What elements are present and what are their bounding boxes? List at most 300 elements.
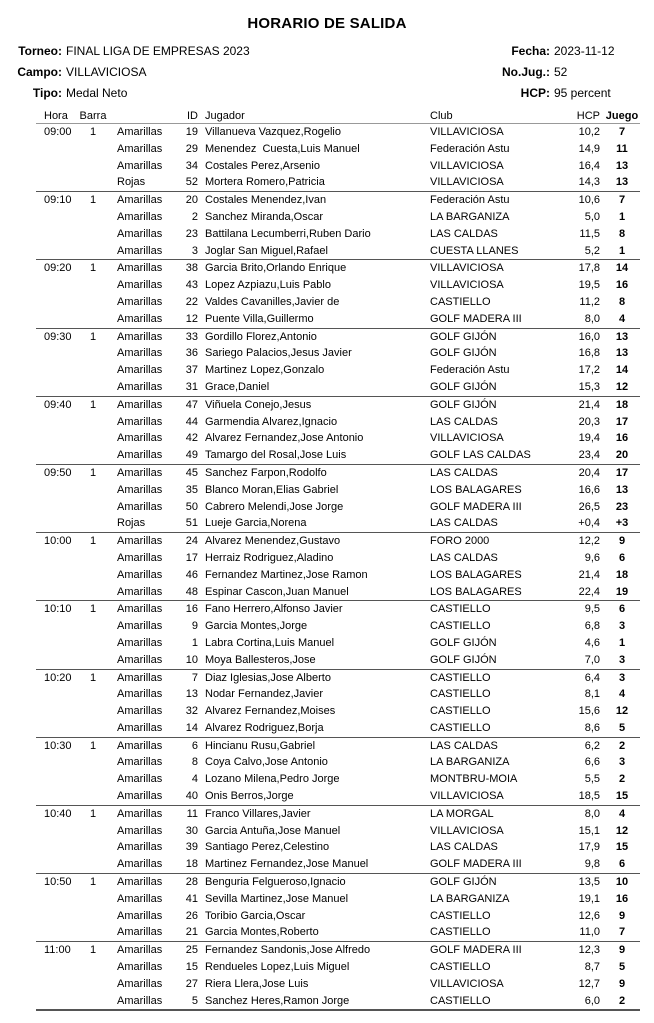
cell-barra: 1 [89, 262, 97, 275]
cell-hcp: 13,5 [578, 876, 600, 889]
cell-juego: 1 [618, 210, 626, 223]
cell-id: 3 [191, 244, 198, 257]
cell-jugador: Costales Menendez,Ivan [205, 194, 327, 207]
cell-jugador: Alvarez Fernandez,Moises [205, 705, 336, 718]
cell-hcp: 18,5 [578, 790, 600, 803]
cell-juego: 12 [615, 705, 629, 718]
header-id: ID [187, 110, 198, 122]
cell-id: 20 [185, 194, 198, 207]
cell-hcp: 17,9 [578, 841, 600, 854]
cell-hora: 09:20 [44, 262, 72, 275]
table-row [36, 601, 640, 618]
header-juego: Juego [605, 110, 639, 122]
cell-hora: 09:00 [44, 126, 72, 138]
cell-hcp: 6,0 [584, 994, 600, 1007]
cell-club: GOLF GIJÓN [430, 876, 497, 889]
table-row [36, 754, 640, 771]
cell-club: VILLAVICIOSA [430, 279, 504, 292]
cell-color: Amarillas [117, 671, 163, 684]
cell-jugador: Sanchez Heres,Ramon Jorge [205, 994, 350, 1007]
table-row [36, 738, 640, 755]
cell-hcp: 12,3 [578, 944, 600, 957]
cell-id: 5 [191, 994, 198, 1007]
cell-club: LAS CALDAS [430, 466, 498, 479]
cell-juego: 3 [618, 756, 626, 769]
cell-hcp: 8,0 [584, 807, 600, 820]
header-barra: Barra [79, 110, 107, 122]
cell-club: GOLF MADERA III [430, 500, 522, 513]
table-row [36, 345, 640, 362]
cell-hora: 10:00 [44, 535, 72, 548]
campo-label: Campo: [17, 65, 62, 79]
cell-id: 10 [185, 653, 198, 666]
cell-hcp: 12,7 [578, 977, 600, 990]
cell-barra: 1 [89, 535, 97, 548]
cell-jugador: Battilana Lecumberri,Ruben Dario [205, 227, 371, 240]
cell-jugador: Martinez Lopez,Gonzalo [205, 364, 325, 377]
cell-id: 46 [185, 568, 198, 581]
cell-jugador: Gordillo Florez,Antonio [205, 330, 317, 343]
cell-color: Amarillas [117, 892, 163, 905]
cell-hcp: 11,0 [579, 926, 600, 939]
cell-club: VILLAVICIOSA [430, 176, 504, 189]
tee-time-group [36, 259, 640, 327]
cell-color: Amarillas [117, 466, 163, 479]
table-row [36, 839, 640, 856]
cell-juego: 3 [618, 620, 626, 633]
cell-jugador: Sanchez Miranda,Oscar [205, 210, 323, 223]
cell-barra: 1 [89, 398, 97, 411]
cell-club: CASTIELLO [430, 620, 491, 633]
table-row [36, 192, 640, 209]
cell-color: Amarillas [117, 535, 163, 548]
cell-hcp: 16,0 [578, 330, 600, 343]
tee-time-group [36, 737, 640, 805]
nojug-label: No.Jug.: [502, 65, 550, 79]
cell-color: Amarillas [117, 756, 163, 769]
cell-juego: 18 [615, 398, 629, 411]
cell-color: Amarillas [117, 210, 163, 223]
cell-color: Rojas [117, 176, 146, 189]
tee-time-group [36, 669, 640, 737]
tee-time-group [36, 396, 640, 464]
table-row [36, 158, 640, 175]
cell-id: 9 [191, 620, 198, 633]
hcp-value: 95 percent [554, 86, 611, 100]
cell-juego: 15 [615, 841, 629, 854]
cell-juego: 11 [616, 142, 628, 155]
cell-id: 42 [185, 432, 198, 445]
cell-club: VILLAVICIOSA [430, 790, 504, 803]
cell-jugador: Garcia Brito,Orlando Enrique [205, 262, 347, 275]
tee-time-group [36, 464, 640, 532]
cell-hcp: 9,5 [584, 603, 600, 616]
cell-club: CASTIELLO [430, 994, 491, 1007]
cell-club: CASTIELLO [430, 688, 491, 701]
cell-jugador: Viñuela Conejo,Jesus [205, 398, 312, 411]
cell-juego: 17 [615, 415, 629, 428]
cell-juego: 3 [618, 671, 626, 684]
cell-id: 14 [185, 721, 198, 734]
cell-id: 34 [185, 159, 198, 172]
cell-id: 30 [185, 824, 198, 837]
cell-club: LA BARGANIZA [430, 210, 510, 223]
cell-club: LAS CALDAS [430, 551, 498, 564]
table-row [36, 806, 640, 823]
cell-hcp: 20,4 [578, 466, 600, 479]
table-row [36, 670, 640, 687]
cell-hcp: 26,5 [578, 500, 600, 513]
table-row [36, 499, 640, 516]
header-hora: Hora [44, 110, 68, 122]
cell-color: Amarillas [117, 194, 163, 207]
cell-id: 2 [191, 210, 198, 223]
tee-time-group [36, 873, 640, 941]
cell-juego: 19 [615, 585, 629, 598]
tipo-value: Medal Neto [66, 86, 128, 100]
cell-hcp: 15,3 [578, 380, 600, 393]
cell-hcp: 4,6 [584, 636, 600, 649]
cell-club: Federación Astu [430, 194, 510, 207]
cell-jugador: Sanchez Farpon,Rodolfo [205, 466, 327, 479]
cell-club: GOLF MADERA III [430, 312, 522, 325]
table-row [36, 430, 640, 447]
table-row [36, 515, 640, 532]
cell-jugador: Blanco Moran,Elias Gabriel [205, 483, 339, 496]
table-row [36, 703, 640, 720]
cell-id: 18 [185, 858, 198, 871]
cell-jugador: Cabrero Melendi,Jose Jorge [205, 500, 344, 513]
cell-hcp: 16,8 [578, 347, 600, 360]
tee-time-group [36, 191, 640, 259]
cell-hcp: 15,1 [578, 824, 600, 837]
cell-juego: 13 [615, 483, 629, 496]
cell-jugador: Alvarez Rodriguez,Borja [205, 721, 324, 734]
cell-club: GOLF GIJÓN [430, 380, 497, 393]
meta-campo [0, 65, 146, 81]
cell-id: 11 [186, 807, 198, 820]
cell-id: 1 [191, 636, 198, 649]
cell-jugador: Mortera Romero,Patricia [205, 176, 325, 189]
cell-juego: 13 [615, 330, 629, 343]
cell-id: 24 [185, 535, 198, 548]
cell-color: Amarillas [117, 841, 163, 854]
cell-juego: 6 [618, 858, 626, 871]
table-row [36, 618, 640, 635]
cell-id: 41 [185, 892, 198, 905]
cell-jugador: Lueje Garcia,Norena [205, 517, 307, 530]
cell-id: 27 [185, 977, 198, 990]
page-title: HORARIO DE SALIDA [247, 15, 407, 32]
cell-id: 44 [185, 415, 198, 428]
table-row [36, 482, 640, 499]
cell-club: LOS BALAGARES [430, 483, 522, 496]
cell-color: Amarillas [117, 500, 163, 513]
table-row [36, 652, 640, 669]
table-row [36, 823, 640, 840]
cell-color: Rojas [117, 517, 146, 530]
cell-id: 37 [185, 364, 198, 377]
cell-barra: 1 [89, 194, 97, 207]
cell-hcp: 10,2 [578, 126, 600, 138]
cell-id: 22 [185, 295, 198, 308]
cell-juego: 13 [615, 347, 629, 360]
cell-club: GOLF LAS CALDAS [430, 449, 531, 462]
table-row [36, 174, 640, 191]
cell-id: 32 [185, 705, 198, 718]
cell-club: GOLF GIJÓN [430, 398, 497, 411]
tee-time-group [36, 124, 640, 191]
cell-hcp: 5,2 [584, 244, 600, 257]
cell-club: VILLAVICIOSA [430, 432, 504, 445]
cell-jugador: Garcia Antuña,Jose Manuel [205, 824, 341, 837]
cell-id: 15 [185, 961, 198, 974]
table-header-row [36, 109, 640, 124]
cell-juego: 4 [618, 688, 626, 701]
cell-juego: 13 [615, 159, 629, 172]
table-row [36, 447, 640, 464]
cell-hcp: 9,6 [584, 551, 600, 564]
cell-jugador: Garmendia Alvarez,Ignacio [205, 415, 338, 428]
cell-color: Amarillas [117, 824, 163, 837]
cell-color: Amarillas [117, 705, 163, 718]
cell-color: Amarillas [117, 432, 163, 445]
cell-id: 19 [185, 126, 198, 138]
cell-hcp: 20,3 [578, 415, 600, 428]
table-row [36, 584, 640, 601]
cell-jugador: Alvarez Menendez,Gustavo [205, 535, 341, 548]
cell-jugador: Garcia Montes,Roberto [205, 926, 319, 939]
cell-id: 45 [185, 466, 198, 479]
cell-club: VILLAVICIOSA [430, 977, 504, 990]
cell-juego: 14 [615, 262, 629, 275]
cell-id: 51 [185, 517, 198, 530]
fecha-value: 2023-11-12 [554, 44, 615, 58]
cell-club: CASTIELLO [430, 295, 491, 308]
cell-juego: 9 [618, 535, 626, 548]
cell-jugador: Coya Calvo,Jose Antonio [205, 756, 328, 769]
cell-juego: 7 [618, 926, 626, 939]
cell-hora: 10:50 [44, 876, 72, 889]
cell-jugador: Garcia Montes,Jorge [205, 620, 308, 633]
cell-hcp: 7,0 [584, 653, 600, 666]
cell-club: LAS CALDAS [430, 517, 498, 530]
cell-color: Amarillas [117, 295, 163, 308]
cell-hora: 09:50 [44, 466, 72, 479]
cell-jugador: Franco Villares,Javier [205, 807, 311, 820]
cell-juego: 12 [615, 824, 629, 837]
cell-juego: 23 [615, 500, 629, 513]
cell-color: Amarillas [117, 994, 163, 1007]
cell-hcp: 14,9 [578, 142, 600, 155]
cell-jugador: Herraiz Rodriguez,Aladino [205, 551, 334, 564]
cell-color: Amarillas [117, 909, 163, 922]
cell-id: 50 [185, 500, 198, 513]
cell-color: Amarillas [117, 244, 163, 257]
cell-color: Amarillas [117, 449, 163, 462]
cell-color: Amarillas [117, 312, 163, 325]
cell-id: 13 [185, 688, 198, 701]
cell-jugador: Onis Berros,Jorge [205, 790, 294, 803]
cell-juego: 14 [615, 364, 629, 377]
cell-color: Amarillas [117, 653, 163, 666]
cell-id: 6 [191, 739, 198, 752]
table-row [36, 260, 640, 277]
cell-juego: 1 [618, 244, 626, 257]
hcp-label: HCP: [520, 86, 550, 100]
cell-id: 43 [185, 279, 198, 292]
table-row [36, 924, 640, 941]
cell-color: Amarillas [117, 620, 163, 633]
table-row [36, 908, 640, 925]
cell-juego: 18 [615, 568, 629, 581]
fecha-label: Fecha: [511, 44, 550, 58]
cell-hora: 11:00 [44, 944, 71, 957]
cell-jugador: Riera Llera,Jose Luis [205, 977, 309, 990]
meta-hcp [480, 86, 611, 102]
cell-jugador: Fernandez Sandonis,Jose Alfredo [205, 944, 371, 957]
cell-jugador: Moya Ballesteros,Jose [205, 653, 316, 666]
cell-color: Amarillas [117, 926, 163, 939]
table-row [36, 124, 640, 141]
cell-club: MONTBRU-MOIA [430, 773, 518, 786]
cell-jugador: Fano Herrero,Alfonso Javier [205, 603, 343, 616]
cell-jugador: Espinar Cascon,Juan Manuel [205, 585, 349, 598]
cell-club: CASTIELLO [430, 961, 491, 974]
cell-club: Federación Astu [430, 364, 510, 377]
table-row [36, 686, 640, 703]
table-row [36, 329, 640, 346]
table-row [36, 311, 640, 328]
cell-hcp: 19,5 [578, 279, 600, 292]
cell-color: Amarillas [117, 279, 163, 292]
cell-hora: 10:20 [44, 671, 72, 684]
cell-id: 16 [185, 603, 198, 616]
cell-juego: 12 [615, 380, 629, 393]
cell-club: LAS CALDAS [430, 841, 498, 854]
cell-color: Amarillas [117, 262, 163, 275]
cell-id: 47 [185, 398, 198, 411]
table-row [36, 942, 640, 959]
cell-juego: 5 [618, 721, 626, 734]
cell-id: 40 [185, 790, 198, 803]
table-row [36, 976, 640, 993]
cell-jugador: Labra Cortina,Luis Manuel [205, 636, 335, 649]
cell-juego: 5 [618, 961, 626, 974]
cell-id: 4 [191, 773, 198, 786]
cell-hcp: 6,6 [584, 756, 600, 769]
cell-id: 31 [185, 380, 198, 393]
tee-time-group [36, 532, 640, 600]
cell-jugador: Martinez Fernandez,Jose Manuel [205, 858, 369, 871]
cell-juego: 3 [618, 653, 626, 666]
cell-juego: 8 [618, 227, 626, 240]
cell-color: Amarillas [117, 159, 163, 172]
table-row [36, 720, 640, 737]
cell-club: FORO 2000 [430, 535, 490, 548]
cell-jugador: Fernandez Martinez,Jose Ramon [205, 568, 368, 581]
cell-jugador: Rendueles Lopez,Luis Miguel [205, 961, 350, 974]
torneo-label: Torneo: [18, 44, 62, 58]
cell-hora: 10:40 [44, 807, 72, 820]
tipo-label: Tipo: [32, 86, 62, 100]
cell-juego: 10 [615, 876, 629, 889]
cell-color: Amarillas [117, 551, 163, 564]
table-row [36, 226, 640, 243]
cell-juego: 4 [618, 807, 626, 820]
cell-club: CUESTA LLANES [430, 244, 519, 257]
cell-club: GOLF MADERA III [430, 858, 522, 871]
table-row [36, 277, 640, 294]
cell-club: GOLF GIJÓN [430, 636, 497, 649]
cell-juego: 7 [618, 194, 626, 207]
cell-color: Amarillas [117, 961, 163, 974]
table-row [36, 567, 640, 584]
table-row [36, 414, 640, 431]
table-row [36, 294, 640, 311]
cell-color: Amarillas [117, 876, 163, 889]
table-row [36, 465, 640, 482]
cell-club: Federación Astu [430, 142, 510, 155]
cell-color: Amarillas [117, 636, 163, 649]
cell-id: 12 [185, 312, 198, 325]
cell-juego: 7 [618, 126, 626, 138]
cell-jugador: Santiago Perez,Celestino [205, 841, 330, 854]
cell-club: GOLF GIJÓN [430, 330, 497, 343]
cell-jugador: Lopez Azpiazu,Luis Pablo [205, 279, 331, 292]
cell-color: Amarillas [117, 773, 163, 786]
cell-hcp: 21,4 [578, 398, 600, 411]
cell-jugador: Diaz Iglesias,Jose Alberto [205, 671, 331, 684]
table-row [36, 379, 640, 396]
cell-hcp: 23,4 [578, 449, 600, 462]
cell-jugador: Sariego Palacios,Jesus Javier [205, 347, 352, 360]
cell-barra: 1 [89, 876, 97, 889]
table-row [36, 959, 640, 976]
cell-color: Amarillas [117, 944, 163, 957]
cell-club: CASTIELLO [430, 671, 491, 684]
table-row [36, 891, 640, 908]
cell-hora: 09:40 [44, 398, 72, 411]
cell-hcp: 8,0 [584, 312, 600, 325]
cell-hora: 09:10 [44, 194, 72, 207]
meta-torneo [0, 44, 250, 60]
cell-juego: 9 [618, 977, 626, 990]
cell-hcp: 11,5 [579, 227, 600, 240]
cell-jugador: Villanueva Vazquez,Rogelio [205, 126, 341, 138]
cell-id: 29 [185, 142, 198, 155]
cell-color: Amarillas [117, 380, 163, 393]
cell-club: LAS CALDAS [430, 739, 498, 752]
header-jugador: Jugador [205, 110, 245, 122]
tee-time-group [36, 328, 640, 396]
cell-hcp: 8,1 [584, 688, 600, 701]
table-row [36, 141, 640, 158]
cell-id: 35 [185, 483, 198, 496]
cell-barra: 1 [89, 671, 97, 684]
cell-club: GOLF GIJÓN [430, 653, 497, 666]
cell-club: CASTIELLO [430, 603, 491, 616]
cell-jugador: Benguria Felgueroso,Ignacio [205, 876, 346, 889]
cell-hcp: 6,8 [584, 620, 600, 633]
cell-hora: 09:30 [44, 330, 72, 343]
cell-hcp: 22,4 [578, 585, 600, 598]
cell-id: 36 [185, 347, 198, 360]
cell-color: Amarillas [117, 398, 163, 411]
cell-color: Amarillas [117, 790, 163, 803]
table-row [36, 362, 640, 379]
table-row [36, 635, 640, 652]
